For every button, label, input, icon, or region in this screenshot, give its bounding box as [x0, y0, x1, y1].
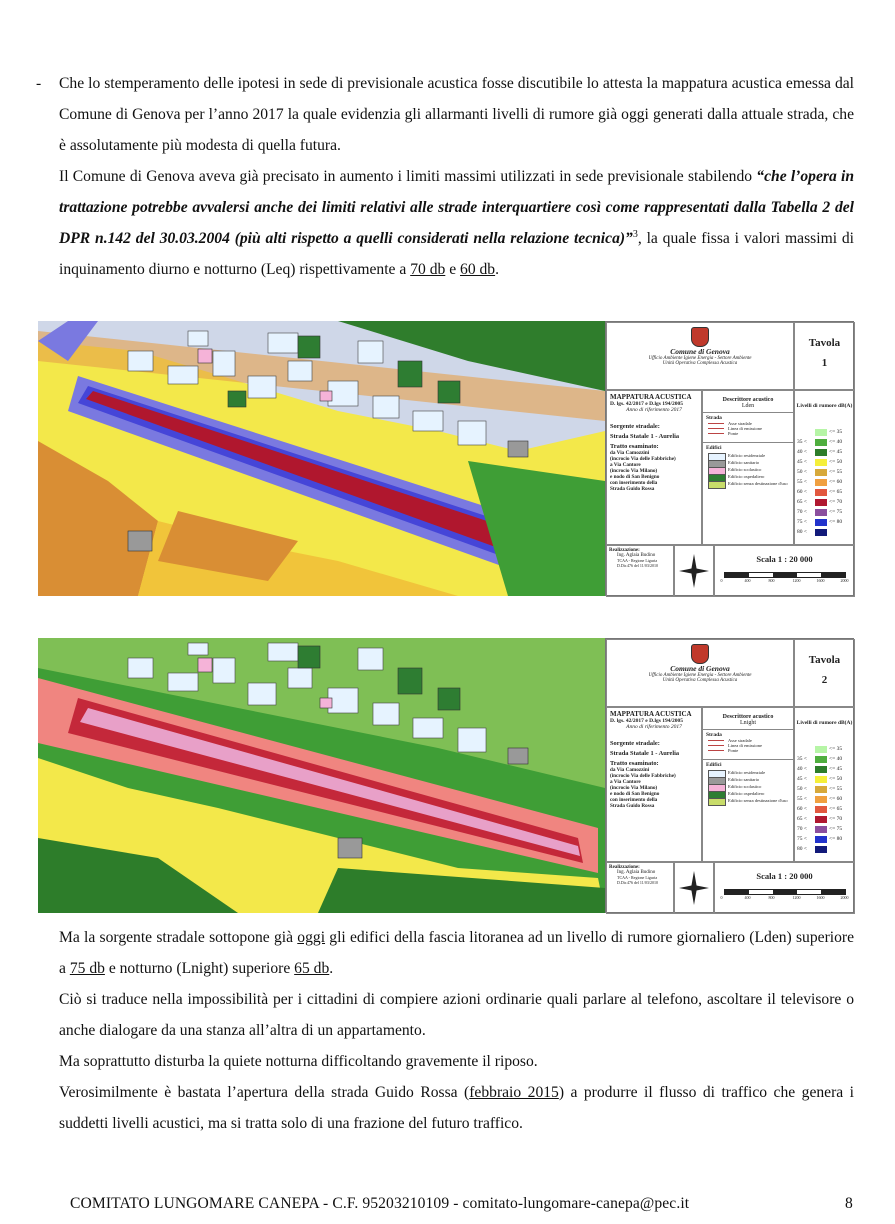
para2-quote: “che l’opera in trattazione potrebbe avvalersi anche dei limiti relativi alle strade interquartiere così come rappresentati dalla Tabella 2 del DPR n.142 del 30.03.2004 (più alti rispetto a quelli considerati nella relazione tecnica)” — [59, 168, 854, 247]
strada-item-label: Linea di emissione — [728, 426, 762, 431]
scale-tick: 800 — [768, 895, 775, 900]
level-label: <= 55 — [829, 786, 843, 792]
level-swatch — [815, 429, 827, 436]
legend-tratto-line: Strada Guido Rossa — [610, 486, 655, 492]
legend-unita: Unità Operativa Complessa Acustica — [662, 361, 738, 366]
level-label: <= 50 — [829, 459, 843, 465]
legend-info — [606, 390, 702, 545]
para3-oggi: oggi — [297, 929, 326, 946]
realizzazione-autore: Ing. Aglaia Budino — [617, 870, 656, 875]
north-arrow-icon — [674, 545, 714, 597]
level-prefix: 75 < — [797, 836, 807, 842]
level-swatch — [815, 826, 827, 833]
edifici-item — [706, 453, 790, 458]
level-label: <= 60 — [829, 479, 843, 485]
level-prefix: 45 < — [797, 459, 807, 465]
map-legend-1 — [605, 321, 854, 596]
level-prefix: 50 < — [797, 469, 807, 475]
bullet-marker: - — [36, 75, 42, 92]
tavola-number: 2 — [821, 674, 828, 686]
page-footer: COMITATO LUNGOMARE CANEPA - C.F. 95203210109 - comitato-lungomare-canepa@pec.it — [70, 1195, 690, 1212]
para6-a: Verosimilmente è bastata l’apertura della strada Guido Rossa ( — [59, 1084, 470, 1101]
noise-map-tavola-2 — [38, 638, 854, 913]
lnight-value: 65 db — [294, 960, 330, 977]
realizzazione-autore: Ing. Aglaia Budino — [617, 553, 656, 558]
scale-tick: 2000 — [840, 578, 849, 583]
legend-ufficio: Ufficio Ambiente Igiene Energia - Settore Ambiente — [648, 673, 752, 678]
para3-b: gli edifici della fascia litoranea ad un livello di rumore giornaliero (Lden) superiore a — [59, 929, 855, 977]
edifici-item — [706, 791, 790, 796]
level-prefix: 65 < — [797, 816, 807, 822]
level-label: <= 45 — [829, 449, 843, 455]
legend-mappatura: MAPPATURA ACUSTICA — [610, 710, 692, 718]
legend-anno: Anno di riferimento 2017 — [626, 407, 682, 413]
level-label: <= 80 — [829, 519, 843, 525]
level-swatch — [815, 499, 827, 506]
strada-item — [706, 431, 790, 436]
level-swatch — [815, 449, 827, 456]
legend-anno: Anno di riferimento 2017 — [626, 724, 682, 730]
edifici-item-label: Edificio ospedaliero — [728, 791, 765, 796]
level-prefix: 35 < — [797, 439, 807, 445]
level-label: <= 50 — [829, 776, 843, 782]
realizzazione-label: Realizzazione: — [609, 865, 640, 870]
strada-item-label: Asse stradale — [728, 738, 752, 743]
level-label: <= 40 — [829, 439, 843, 445]
level-prefix: 40 < — [797, 766, 807, 772]
level-swatch — [815, 796, 827, 803]
legend-tratto-line: (incrocio Via Milano) — [610, 785, 658, 791]
edifici-item — [706, 481, 790, 486]
legend-levels — [794, 390, 855, 545]
scale-segment — [773, 573, 797, 577]
tavola-label: Tavola — [808, 654, 841, 666]
scale-tick: 0 — [720, 578, 723, 583]
edifici-item-label: Edificio senza destinazione d'uso — [728, 481, 788, 486]
scale-tick: 1600 — [816, 578, 825, 583]
level-swatch — [815, 529, 827, 536]
level-label: <= 75 — [829, 509, 843, 515]
legend-comune: Comune di Genova — [670, 664, 730, 673]
para2-end: . — [495, 261, 500, 278]
scale-tick: 1200 — [792, 895, 801, 900]
paragraph-mappatura: Che lo stemperamento delle ipotesi in sede di previsionale acustica fosse discutibile lo attesta la mappatura acustica emessa dal Comune di Genova per l’anno 2017 la quale evidenzia gli allarmanti livelli di rumore già oggi generati dalla attuale strada, che è assolutamente più modesta di quella futura. — [59, 75, 854, 154]
legend-tratto-line: a Via Cantore — [610, 462, 641, 468]
scale-tick: 2000 — [840, 895, 849, 900]
scale-segment — [821, 573, 845, 577]
legend-scale — [714, 545, 855, 597]
para2-lead: Il Comune di Genova aveva già precisato in aumento i limiti massimi utilizzati in sede previsionale stabilendo — [59, 168, 757, 185]
level-label: <= 80 — [829, 836, 843, 842]
legend-tratto: Tratto esaminato: — [610, 760, 659, 767]
para3-c: e notturno (Lnight) superiore — [104, 960, 295, 977]
scale-label: Scala 1 : 20 000 — [756, 554, 813, 564]
edifici-item — [706, 460, 790, 465]
scale-tick: 800 — [768, 578, 775, 583]
level-swatch — [815, 746, 827, 753]
legend-header — [606, 322, 794, 390]
level-swatch — [815, 806, 827, 813]
legend-dlgs: D. lgs. 42/2017 e D.lgs 194/2005 — [610, 401, 684, 407]
realizzazione-tcaa: TCAA - Regione Liguria — [617, 875, 658, 880]
descrittore-label: Descrittore acustico — [722, 714, 774, 720]
scale-tick: 1600 — [816, 895, 825, 900]
level-swatch — [815, 439, 827, 446]
paragraph-limiti — [59, 161, 854, 285]
level-swatch — [815, 846, 827, 853]
edifici-item — [706, 798, 790, 803]
genova-crest-icon — [691, 644, 709, 664]
level-prefix: 65 < — [797, 499, 807, 505]
edifici-label: Edifici — [706, 445, 722, 451]
page-number: 8 — [845, 1195, 853, 1212]
para3-a: Ma la sorgente stradale sottopone già — [59, 929, 298, 946]
paragraph-livelli-attuali — [59, 922, 854, 984]
level-swatch — [815, 776, 827, 783]
level-label: <= 70 — [829, 816, 843, 822]
footnote-ref[interactable]: 3 — [632, 228, 638, 240]
legend-comune: Comune di Genova — [670, 347, 730, 356]
level-swatch — [815, 786, 827, 793]
level-prefix: 45 < — [797, 776, 807, 782]
limit-day-value: 70 db — [410, 261, 446, 278]
legend-tratto-line: e nodo di San Benigno — [610, 474, 660, 480]
strada-item — [706, 748, 790, 753]
realizzazione-tcaa: TCAA - Regione Liguria — [617, 558, 658, 563]
level-prefix: 70 < — [797, 826, 807, 832]
scale-segment — [821, 890, 845, 894]
edifici-item-label: Edificio sanitario — [728, 460, 760, 465]
legend-header — [606, 639, 794, 707]
legend-levels — [794, 707, 855, 862]
tavola-label: Tavola — [808, 337, 841, 349]
legend-realizzazione — [606, 545, 674, 597]
edifici-label: Edifici — [706, 762, 722, 768]
scale-label: Scala 1 : 20 000 — [756, 871, 813, 881]
legend-tratto-line: (incrocio Via delle Fabbriche) — [610, 773, 676, 779]
edifici-item — [706, 770, 790, 775]
edifici-item-label: Edificio ospedaliero — [728, 474, 765, 479]
edifici-item-label: Edificio residenziale — [728, 453, 766, 458]
legend-tavola — [794, 322, 855, 390]
livelli-label: Livelli di rumore dB(A) — [796, 720, 853, 726]
level-label: <= 65 — [829, 806, 843, 812]
level-label: <= 35 — [829, 746, 843, 752]
para2-and: e — [445, 261, 461, 278]
edifici-item-label: Edificio senza destinazione d'uso — [728, 798, 788, 803]
level-label: <= 35 — [829, 429, 843, 435]
paragraph-quiete: Ma soprattutto disturba la quiete notturna difficoltando gravemente il riposo. — [59, 1053, 538, 1070]
legend-tratto-line: con inserimento della — [610, 480, 658, 486]
legend-info — [606, 707, 702, 862]
scale-bar — [720, 889, 849, 900]
realizzazione-decreto: D.Dir.476 del 11/03/2010 — [617, 563, 658, 568]
edifici-item — [706, 777, 790, 782]
paragraph-traffico — [59, 1077, 854, 1139]
lden-value: 75 db — [69, 960, 105, 977]
legend-tratto-line: Strada Guido Rossa — [610, 803, 655, 809]
legend-descrittore — [702, 390, 794, 545]
genova-crest-icon — [691, 327, 709, 347]
descrittore-label: Descrittore acustico — [722, 397, 774, 403]
realizzazione-decreto: D.Dir.476 del 11/03/2010 — [617, 880, 658, 885]
noise-map-image-lnight — [38, 638, 605, 913]
edifici-item — [706, 784, 790, 789]
realizzazione-label: Realizzazione: — [609, 548, 640, 553]
legend-strada-statale: Strada Statale 1 - Aurelia — [610, 433, 680, 440]
level-label: <= 65 — [829, 489, 843, 495]
legend-sorgente: Sorgente stradale: — [610, 423, 660, 430]
level-swatch — [815, 509, 827, 516]
level-label: <= 45 — [829, 766, 843, 772]
edifici-item-label: Edificio scolastico — [728, 467, 762, 472]
paragraph-impossibilita: Ciò si traduce nella impossibilità per i cittadini di compiere azioni ordinarie quali parlare al telefono, ascoltare il televisore o anche dialogare da una stanza all’altra di un appartamento. — [59, 991, 854, 1039]
scale-segment — [725, 890, 749, 894]
livelli-label: Livelli di rumore dB(A) — [796, 403, 853, 409]
scale-tick: 1200 — [792, 578, 801, 583]
edifici-item-label: Edificio sanitario — [728, 777, 760, 782]
legend-tratto-line: a Via Cantore — [610, 779, 641, 785]
level-swatch — [815, 519, 827, 526]
strada-item-label: Ponte — [728, 431, 739, 436]
para2-tail: , la quale fissa i valori massimi di inquinamento diurno e notturno (Leq) rispettivamente a — [59, 230, 854, 278]
descrittore-value: Lden — [741, 403, 755, 409]
legend-tratto-line: e nodo di San Benigno — [610, 791, 660, 797]
level-prefix: 80 < — [797, 846, 807, 852]
level-prefix: 80 < — [797, 529, 807, 535]
legend-realizzazione — [606, 862, 674, 914]
level-label: <= 60 — [829, 796, 843, 802]
scale-segment — [773, 890, 797, 894]
level-prefix: 70 < — [797, 509, 807, 515]
legend-tratto-line: con inserimento della — [610, 797, 658, 803]
legend-tratto-line: (incrocio Via delle Fabbriche) — [610, 456, 676, 462]
strada-item-label: Linea di emissione — [728, 743, 762, 748]
level-swatch — [815, 489, 827, 496]
edifici-item-label: Edificio residenziale — [728, 770, 766, 775]
legend-tratto: Tratto esaminato: — [610, 443, 659, 450]
level-prefix: 40 < — [797, 449, 807, 455]
descrittore-value: Lnight — [740, 720, 756, 726]
level-swatch — [815, 816, 827, 823]
level-swatch — [815, 766, 827, 773]
level-prefix: 35 < — [797, 756, 807, 762]
noise-map-image-lden — [38, 321, 605, 596]
north-arrow-icon — [674, 862, 714, 914]
legend-scale — [714, 862, 855, 914]
legend-ufficio: Ufficio Ambiente Igiene Energia - Settore Ambiente — [648, 356, 752, 361]
scale-tick: 0 — [720, 895, 723, 900]
legend-tratto-line: da Via Camozzini — [610, 450, 650, 456]
legend-mappatura: MAPPATURA ACUSTICA — [610, 393, 692, 401]
level-swatch — [815, 479, 827, 486]
level-swatch — [815, 469, 827, 476]
level-prefix: 55 < — [797, 479, 807, 485]
legend-sorgente: Sorgente stradale: — [610, 740, 660, 747]
edifici-item — [706, 474, 790, 479]
legend-tratto-line: (incrocio Via Milano) — [610, 468, 658, 474]
strada-item-label: Ponte — [728, 748, 739, 753]
scale-tick: 400 — [744, 895, 751, 900]
level-swatch — [815, 459, 827, 466]
strada-label: Strada — [706, 732, 722, 738]
edifici-item — [706, 467, 790, 472]
legend-tratto-line: da Via Camozzini — [610, 767, 650, 773]
scale-tick: 400 — [744, 578, 751, 583]
legend-tavola — [794, 639, 855, 707]
strada-item-label: Asse stradale — [728, 421, 752, 426]
date-febbraio-2015: febbraio 2015 — [469, 1084, 559, 1101]
level-prefix: 60 < — [797, 806, 807, 812]
legend-descrittore — [702, 707, 794, 862]
tavola-number: 1 — [821, 357, 828, 369]
level-swatch — [815, 756, 827, 763]
limit-night-value: 60 db — [460, 261, 496, 278]
strada-label: Strada — [706, 415, 722, 421]
scale-bar — [720, 572, 849, 583]
map-legend-2 — [605, 638, 854, 913]
level-prefix: 55 < — [797, 796, 807, 802]
level-prefix: 50 < — [797, 786, 807, 792]
level-prefix: 60 < — [797, 489, 807, 495]
level-label: <= 70 — [829, 499, 843, 505]
para3-d: . — [329, 960, 334, 977]
legend-dlgs: D. lgs. 42/2017 e D.lgs 194/2005 — [610, 718, 684, 724]
level-label: <= 40 — [829, 756, 843, 762]
noise-map-tavola-1 — [38, 321, 854, 596]
level-prefix: 75 < — [797, 519, 807, 525]
level-swatch — [815, 836, 827, 843]
level-label: <= 55 — [829, 469, 843, 475]
legend-unita: Unità Operativa Complessa Acustica — [662, 678, 738, 683]
scale-segment — [725, 573, 749, 577]
para6-b: ) a produrre il flusso di traffico che genera i suddetti livelli acustici, ma si tratta solo di una frazione del futuro traffico. — [59, 1084, 854, 1132]
level-label: <= 75 — [829, 826, 843, 832]
edifici-item-label: Edificio scolastico — [728, 784, 762, 789]
legend-strada-statale: Strada Statale 1 - Aurelia — [610, 750, 680, 757]
